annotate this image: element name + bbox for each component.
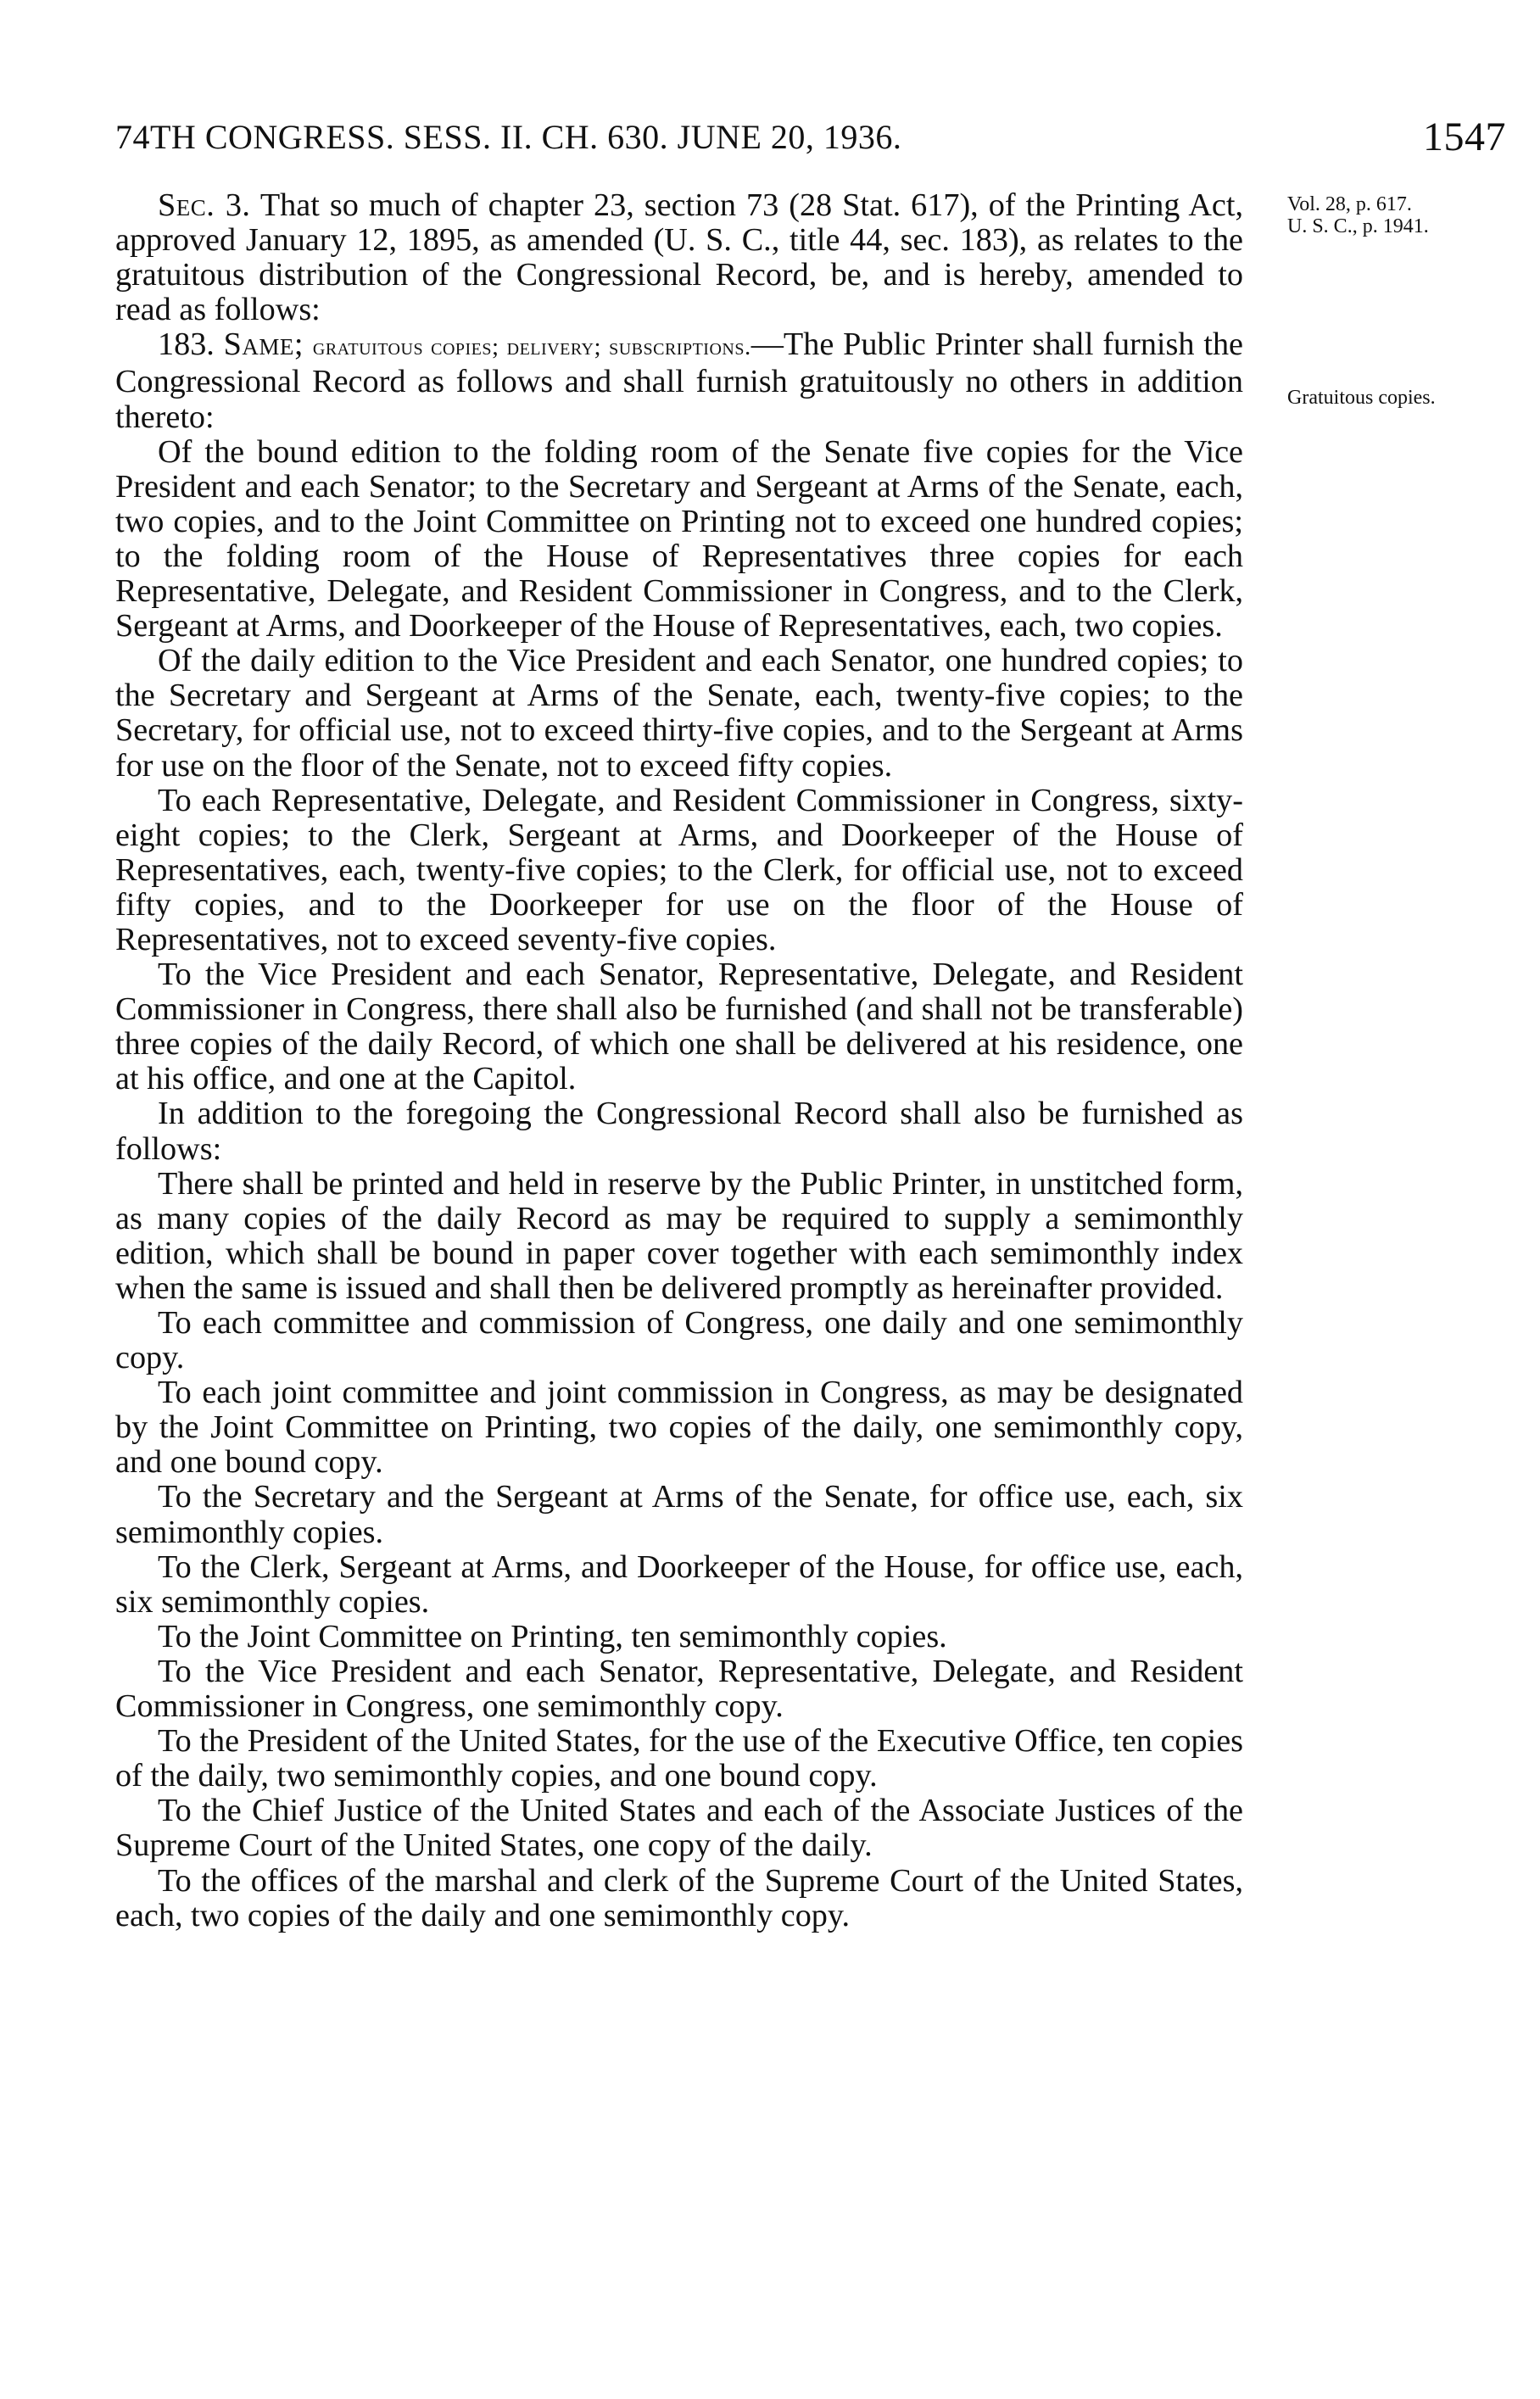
paragraph: To the President of the United States, for the use of the Executive Office, ten copies of the daily, two semimonthly copies, and one bound copy. — [115, 1723, 1243, 1794]
paragraph: In addition to the foregoing the Congressional Record shall also be furnished as follows: — [115, 1096, 1243, 1167]
page-number: 1547 — [1423, 114, 1506, 159]
page-header — [115, 112, 1506, 163]
section-label: Sec. 3. — [158, 187, 251, 223]
paragraph: To the Secretary and the Sergeant at Arms of the Senate, for office use, each, six semimonthly copies. — [115, 1479, 1243, 1550]
margin-note-gratuitous-copies: Gratuitous copies. — [1287, 387, 1436, 409]
running-head: 74TH CONGRESS. SESS. II. CH. 630. JUNE 20, 1936. — [115, 118, 902, 156]
paragraph: Of the bound edition to the folding room of the Senate five copies for the Vice President and each Senator; to the Secretary and Sergeant at Arms of the Senate, each, two copies, and to the Joint Committee on Printing not to exceed one hundred copies; to the folding room of the House of Representatives three copies for each Representative, Delegate, and Resident Commissioner in Congress, and to the Clerk, Sergeant at Arms, and Doorkeeper of the House of Representatives, each, two copies. — [115, 433, 1243, 644]
paragraph: To each Representative, Delegate, and Resident Commissioner in Congress, sixty-eight copies; to the Clerk, Sergeant at Arms, and Doorkeeper of the House of Representatives, each, twenty-five copies; to the Clerk, for official use, not to exceed fifty copies, and to the Doorkeeper for use on the floor of the House of Representatives, not to exceed seventy-five copies. — [115, 782, 1243, 957]
section-3-paragraph — [115, 188, 1243, 327]
section-183-heading: gratuitous copies; delivery; subscriptions. — [312, 333, 751, 361]
paragraph: There shall be printed and held in reserve by the Public Printer, in unstitched form, as many copies of the daily Record as may be required to supply a semimonthly edition, which shall be bound in paper cover together with each semimonthly index when the same is issued and shall then be delivered promptly as hereinafter provided. — [115, 1165, 1243, 1306]
body-text — [115, 188, 1243, 1933]
paragraph: To the Chief Justice of the United States and each of the Associate Justices of the Supreme Court of the United States, one copy of the daily. — [115, 1793, 1243, 1864]
paragraph: Of the daily edition to the Vice President and each Senator, one hundred copies; to the Secretary and Sergeant at Arms of the Senate, each, twenty-five copies; to the Secretary, for official use, not to exceed thirty-five copies, and to the Sergeant at Arms for use on the floor of the Senate, not to exceed fifty copies. — [115, 643, 1243, 784]
paragraph: To the offices of the marshal and clerk of the Supreme Court of the United States, each, two copies of the daily and one semimonthly copy. — [115, 1862, 1243, 1933]
margin-note-vol-line-2: U. S. C., p. 1941. — [1287, 215, 1429, 237]
section-183-paragraph — [115, 327, 1243, 434]
paragraph: To the Vice President and each Senator, Representative, Delegate, and Resident Commissioner in Congress, one semimonthly copy. — [115, 1653, 1243, 1725]
margin-note-vol-line-1: Vol. 28, p. 617. — [1287, 193, 1412, 215]
section-183-same: Same; — [223, 326, 304, 363]
paragraph: To each committee and commission of Congress, one daily and one semimonthly copy. — [115, 1305, 1243, 1376]
section-183-text: —The Public Printer shall furnish the Congressional Record as follows and shall furnish gratuitously no others in addition thereto: — [115, 326, 1243, 435]
margin-note-citation — [1287, 193, 1533, 237]
paragraph: To the Clerk, Sergeant at Arms, and Doorkeeper of the House, for office use, each, six semimonthly copies. — [115, 1548, 1243, 1620]
paragraph: To each joint committee and joint commission in Congress, as may be designated by the Joint Committee on Printing, two copies of the daily, one semimonthly copy, and one bound copy. — [115, 1375, 1243, 1481]
paragraph: To the Vice President and each Senator, Representative, Delegate, and Resident Commissioner in Congress, there shall also be furnished (and shall not be transferable) three copies of the daily Record, of which one shall be delivered at his residence, one at his office, and one at the Capitol. — [115, 957, 1243, 1097]
section-3-text: That so much of chapter 23, section 73 (28 Stat. 617), of the Printing Act, approved January 12, 1895, as amended (U. S. C., title 44, sec. 183), as relates to the gratuitous distribution of the Congressional Record, be, and is hereby, amended to read as follows: — [115, 187, 1243, 328]
section-183-number: 183. — [158, 326, 215, 363]
paragraph: To the Joint Committee on Printing, ten semimonthly copies. — [158, 1618, 947, 1654]
